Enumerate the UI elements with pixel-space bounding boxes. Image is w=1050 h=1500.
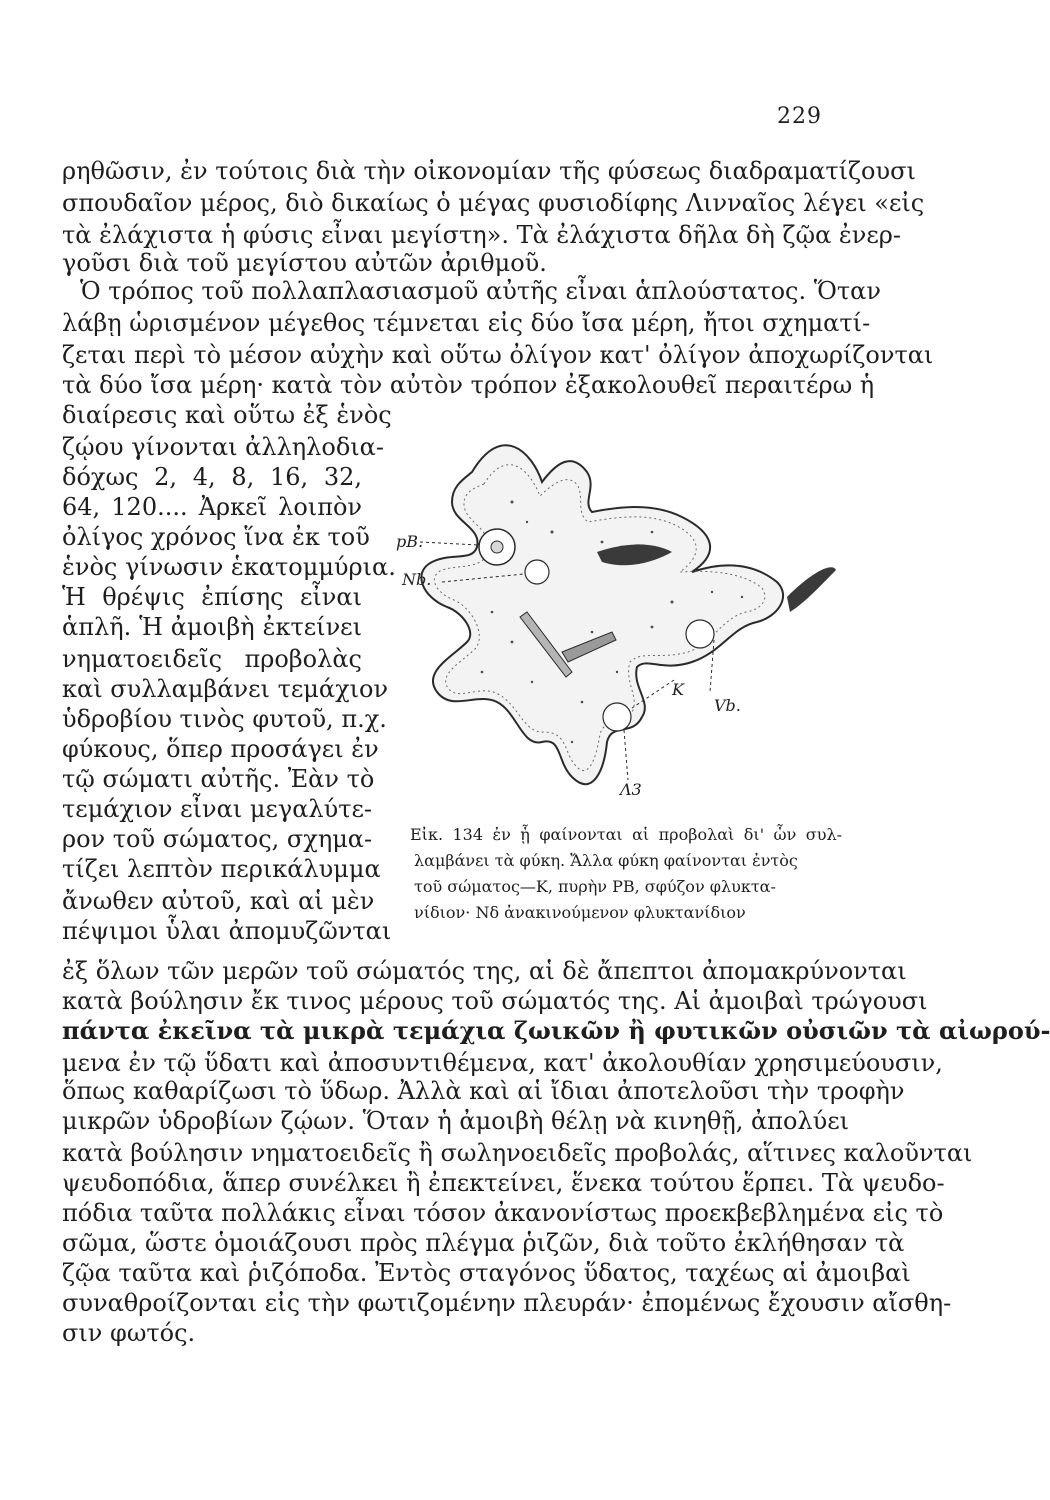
text-line: κατὰ βούλησιν ἔκ τινος μέρους τοῦ σώματός της. Αἱ ἀμοιβαὶ τρώγουσι	[62, 987, 928, 1015]
text-line: ζῴου γίνονται ἀλληλοδια-	[62, 433, 384, 461]
text-line: κατὰ βούλησιν νηματοειδεῖς ἢ σωληνοειδεῖς προβολάς, αἵτινες καλοῦνται	[62, 1139, 973, 1167]
text-line: τίζει λεπτὸν περικάλυμμα	[62, 855, 381, 883]
text-line: σῶμα, ὥστε ὁμοιάζουσι πρὸς πλέγμα ῥιζῶν, διὰ τοῦτο ἐκλήθησαν τὰ	[62, 1229, 905, 1257]
vacuole	[525, 560, 549, 584]
text-line: πόδια ταῦτα πολλάκις εἶναι τόσον ἀκανονίστως προεκβεβλημένα εἰς τὸ	[62, 1199, 944, 1227]
page-number: 229	[777, 104, 822, 129]
figure-label-l3: Λ3	[620, 780, 642, 799]
figure-caption	[410, 822, 842, 926]
amoeba-figure	[392, 412, 838, 832]
text-line: ρηθῶσιν, ἐν τούτοις διὰ τὴν οἰκονομίαν τῆς φύσεως διαδραματίζουσι	[62, 157, 916, 185]
text-line: πέψιμοι ὗλαι ἀπομυζῶνται	[62, 917, 392, 945]
caption-line: Εἰκ. 134 ἐν ᾗ φαίνονται αἱ προβολαὶ δι' ὧν συλ-	[410, 825, 842, 844]
text-line: ἑνὸς γίνωσιν ἑκατομμύρια.	[62, 553, 396, 581]
figure-label-pb: pB.	[396, 532, 424, 551]
caption-line: τοῦ σώματος—Κ, πυρὴν ΡΒ, σφύζον φλυκτα-	[414, 877, 776, 896]
text-line: ζῷα ταῦτα καὶ ῥιζόποδα. Ἐντὸς σταγόνος ὕδατος, ταχέως αἱ ἀμοιβαὶ	[62, 1259, 911, 1287]
external-alga	[787, 567, 836, 612]
text-line: λάβῃ ὡρισμένον μέγεθος τέμνεται εἰς δύο ἴσα μέρη, ἤτοι σχηματί-	[62, 309, 871, 337]
food-vacuole	[603, 703, 631, 731]
text-line: τεμάχιον εἶναι μεγαλύτε-	[62, 795, 373, 823]
text-line: τὰ δύο ἴσα μέρη· κατὰ τὸν αὐτὸν τρόπον ἐξακολουθεῖ περαιτέρω ἡ	[62, 371, 875, 399]
figure-label-vb: Vb.	[714, 696, 741, 715]
text-line: διαίρεσις καὶ οὕτω ἐξ ἑνὸς	[62, 401, 392, 429]
text-line: ὑδροβίου τινὸς φυτοῦ, π.χ.	[62, 705, 387, 733]
caption-line: νίδιον· Νδ ἀνακινούμενον φλυκτανίδιον	[414, 903, 746, 922]
text-line: ἄνωθεν αὐτοῦ, καὶ αἱ μὲν	[62, 887, 375, 915]
figure-label-nb: Nb.	[402, 570, 432, 589]
text-line: μενα ἐν τῷ ὕδατι καὶ ἀποσυντιθέμενα, κατ' ἀκολουθίαν χρησιμεύουσιν,	[62, 1049, 943, 1077]
amoeba-illustration	[392, 412, 838, 832]
text-line: ζεται περὶ τὸ μέσον αὐχὴν καὶ οὕτω ὀλίγον κατ' ὀλίγον ἀποχωρίζονται	[62, 341, 934, 369]
text-line: Ἡ θρέψις ἐπίσης εἶναι	[62, 583, 362, 611]
text-line: συναθροίζονται εἰς τὴν φωτιζομένην πλευράν· ἐπομένως ἔχουσιν αἴσθη-	[62, 1289, 952, 1317]
text-line: φύκους, ὅπερ προσάγει ἐν	[62, 735, 379, 763]
figure-label-k: K	[672, 680, 684, 699]
text-line: σπουδαῖον μέρος, διὸ δικαίως ὁ μέγας φυσιοδίφης Λινναῖος λέγει «εἰς	[62, 189, 925, 217]
text-line: ὅπως καθαρίζωσι τὸ ὕδωρ. Ἀλλὰ καὶ αἱ ἴδιαι ἀποτελοῦσι τὴν τροφὴν	[62, 1077, 905, 1105]
text-line: τὰ ἐλάχιστα ἡ φύσις εἶναι μεγίστη». Τὰ ἐλάχιστα δῆλα δὴ ζῷα ἐνερ-	[62, 221, 902, 249]
text-line: τῷ σώματι αὐτῆς. Ἐὰν τὸ	[62, 765, 375, 793]
text-line: δόχως 2, 4, 8, 16, 32,	[62, 463, 362, 491]
text-line: σιν φωτός.	[62, 1319, 196, 1347]
text-line: ἁπλῆ. Ἡ ἀμοιβὴ ἐκτείνει	[62, 613, 362, 641]
text-line: ὀλίγος χρόνος ἵνα ἐκ τοῦ	[62, 523, 370, 551]
text-line: 64, 120.... Ἀρκεῖ λοιπὸν	[62, 493, 362, 521]
text-line: γοῦσι διὰ τοῦ μεγίστου αὐτῶν ἀριθμοῦ.	[62, 249, 547, 277]
caption-line: λαμβάνει τὰ φύκη. Ἄλλα φύκη φαίνονται ἐντὸς	[414, 851, 798, 870]
contractile-vacuole	[686, 620, 714, 648]
text-line: μικρῶν ὑδροβίων ζῴων. Ὅταν ἡ ἀμοιβὴ θέλῃ νὰ κινηθῇ, ἀπολύει	[62, 1107, 850, 1135]
amoeba-body	[421, 445, 783, 784]
text-line: πάντα ἐκεῖνα τὰ μικρὰ τεμάχια ζωικῶν ἢ φυτικῶν οὐσιῶν τὰ αἰωρού-	[62, 1016, 1050, 1045]
text-line: νηματοειδεῖς προβολὰς	[62, 645, 362, 673]
text-line: Ὁ τρόπος τοῦ πολλαπλασιασμοῦ αὐτῆς εἶναι ἁπλούστατος. Ὅταν	[80, 277, 881, 305]
text-line: ἐξ ὅλων τῶν μερῶν τοῦ σώματός της, αἱ δὲ ἄπεπτοι ἀπομακρύνονται	[62, 957, 907, 985]
nucleolus	[491, 541, 503, 553]
text-line: καὶ συλλαμβάνει τεμάχιον	[62, 675, 389, 703]
text-line: ψευδοπόδια, ἅπερ συνέλκει ἢ ἐπεκτείνει, ἕνεκα τούτου ἕρπει. Τὰ ψευδο-	[62, 1169, 945, 1197]
text-line: ρον τοῦ σώματος, σχημα-	[62, 825, 373, 853]
